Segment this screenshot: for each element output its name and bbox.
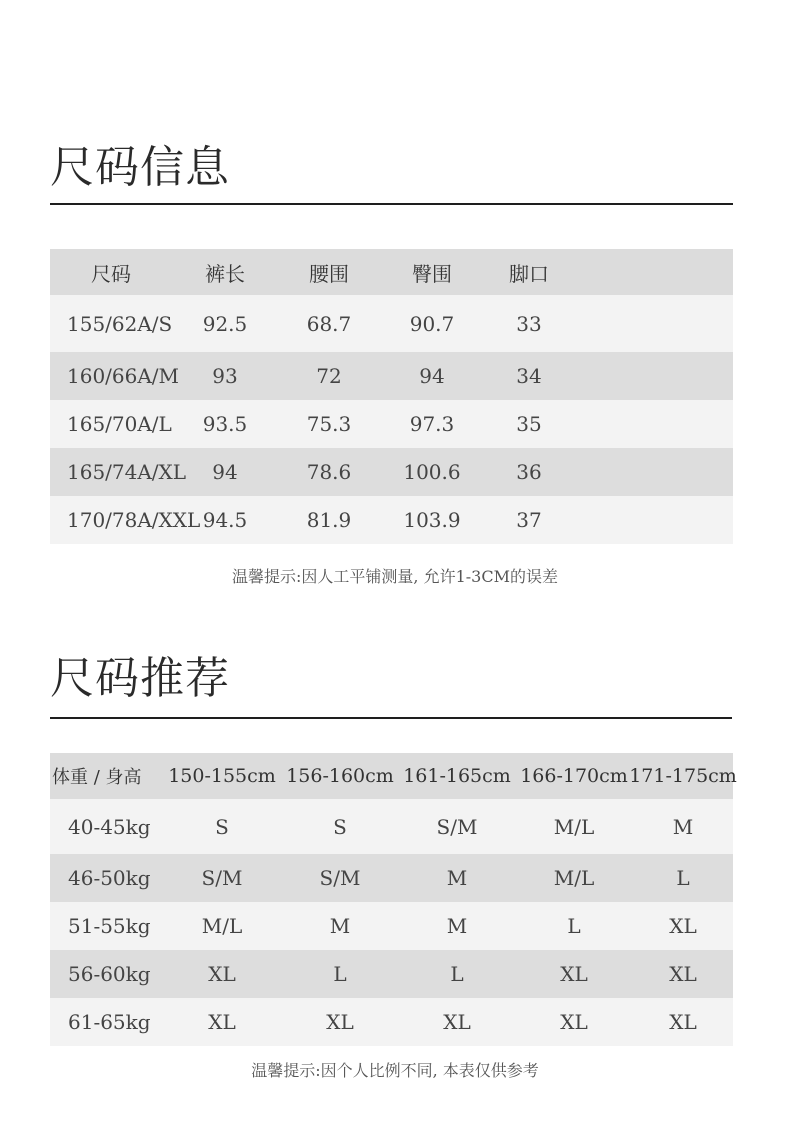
cell-size: L	[567, 914, 581, 938]
size-recommend-title: 尺码推荐	[50, 653, 230, 704]
cell-size: M	[446, 866, 468, 890]
cell-size: 165/70A/L	[67, 412, 172, 436]
cell-weight: 46-50kg	[68, 866, 151, 890]
cell-size: M	[672, 814, 694, 839]
size-recommend-table	[50, 753, 737, 1046]
cell-size: XL	[326, 1010, 354, 1034]
cell-size: XL	[560, 962, 588, 986]
header-size: 尺码	[91, 261, 131, 286]
table-header-row	[50, 753, 737, 799]
cell-size: XL	[560, 1010, 588, 1034]
header-pants-length: 裤长	[205, 261, 245, 286]
header-height-range: 156-160cm	[286, 765, 394, 787]
cell-weight: 40-45kg	[68, 814, 151, 839]
table-row	[50, 400, 733, 448]
cell-weight: 61-65kg	[68, 1010, 151, 1034]
header-height-range: 150-155cm	[168, 765, 276, 787]
cell-hip: 97.3	[409, 412, 455, 436]
table-header-row	[50, 249, 733, 295]
header-height-range: 171-175cm	[629, 765, 737, 787]
table-row	[50, 352, 733, 400]
cell-size: L	[333, 962, 347, 986]
cell-size: L	[676, 866, 690, 890]
cell-pants-length: 94.5	[202, 508, 248, 532]
cell-waist: 68.7	[306, 311, 352, 336]
cell-hip: 94	[419, 364, 445, 388]
cell-size: XL	[208, 1010, 236, 1034]
cell-hip: 90.7	[409, 311, 455, 336]
cell-size: 170/78A/XXL	[67, 508, 201, 532]
table-row	[50, 799, 733, 854]
cell-size: S/M	[319, 866, 361, 890]
cell-size: 165/74A/XL	[67, 460, 187, 484]
cell-pants-length: 93.5	[202, 412, 248, 436]
cell-size: XL	[443, 1010, 471, 1034]
cell-waist: 78.6	[306, 460, 352, 484]
cell-hip: 103.9	[403, 508, 461, 532]
table-row	[50, 902, 733, 950]
cell-pants-length: 94	[212, 460, 238, 484]
cell-size: M	[329, 914, 351, 938]
cell-weight: 56-60kg	[68, 962, 151, 986]
cell-size: S/M	[436, 814, 478, 839]
header-leg-opening: 脚口	[509, 261, 549, 286]
cell-size: XL	[669, 914, 697, 938]
cell-leg-opening: 37	[516, 508, 542, 532]
table-row	[50, 295, 733, 352]
header-height-range: 161-165cm	[403, 765, 511, 787]
cell-size: 160/66A/M	[67, 364, 180, 388]
cell-leg-opening: 36	[516, 460, 542, 484]
table-row	[50, 448, 733, 496]
cell-leg-opening: 35	[516, 412, 542, 436]
size-info-divider	[50, 203, 733, 205]
cell-waist: 75.3	[306, 412, 352, 436]
cell-size: XL	[208, 962, 236, 986]
size-recommend-note: 温馨提示:因个人比例不同, 本表仅供参考	[251, 1061, 539, 1080]
table-row	[50, 496, 733, 544]
header-waist: 腰围	[309, 261, 349, 286]
table-row	[50, 998, 733, 1046]
cell-size: M/L	[553, 866, 595, 890]
cell-size: S	[215, 814, 229, 839]
cell-size: 155/62A/S	[67, 311, 173, 336]
cell-hip: 100.6	[403, 460, 461, 484]
size-info-title: 尺码信息	[50, 142, 230, 193]
header-height-range: 166-170cm	[520, 765, 628, 787]
size-info-table	[50, 249, 733, 544]
cell-size: XL	[669, 962, 697, 986]
header-weight-height: 体重 / 身高	[52, 767, 142, 788]
cell-leg-opening: 34	[516, 364, 542, 388]
cell-pants-length: 93	[212, 364, 238, 388]
cell-pants-length: 92.5	[202, 311, 248, 336]
cell-waist: 72	[316, 364, 342, 388]
cell-leg-opening: 33	[516, 311, 542, 336]
cell-size: M/L	[201, 914, 243, 938]
size-recommend-divider	[50, 717, 732, 719]
table-row	[50, 950, 733, 998]
cell-size: S	[333, 814, 347, 839]
cell-weight: 51-55kg	[68, 914, 151, 938]
cell-waist: 81.9	[306, 508, 352, 532]
cell-size: S/M	[201, 866, 243, 890]
cell-size: L	[450, 962, 464, 986]
cell-size: XL	[669, 1010, 697, 1034]
cell-size: M	[446, 914, 468, 938]
header-hip: 臀围	[412, 261, 452, 286]
table-row	[50, 854, 733, 902]
cell-size: M/L	[553, 814, 595, 839]
size-info-note: 温馨提示:因人工平铺测量, 允许1-3CM的误差	[232, 567, 558, 586]
